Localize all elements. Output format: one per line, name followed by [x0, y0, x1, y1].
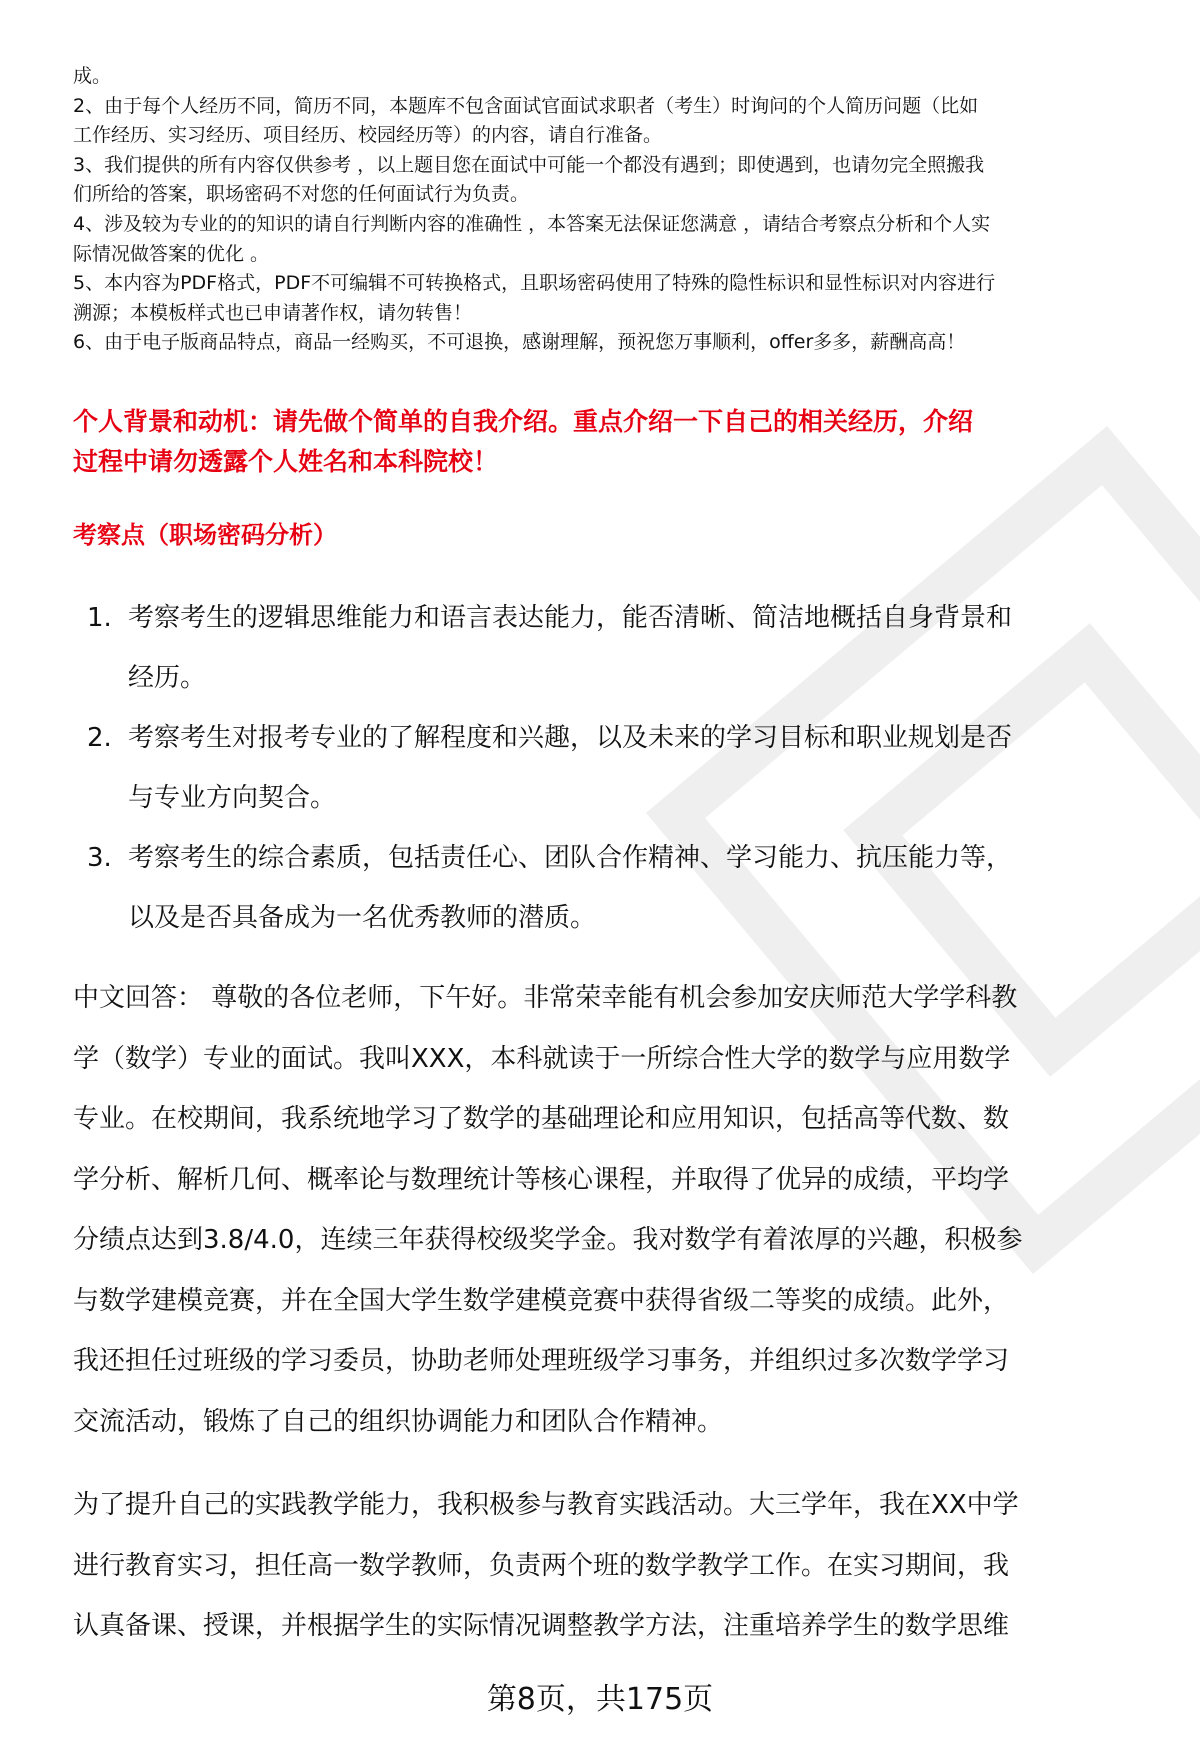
note-line: 5、本内容为PDF格式，PDF不可编辑不可转换格式，且职场密码使用了特殊的隐性标识和显性标识对内容进行 [73, 272, 996, 295]
notes-section [73, 62, 1163, 358]
key-points-title: 考察点（职场密码分析） [73, 521, 337, 549]
answer-line: 我还担任过班级的学习委员，协助老师处理班级学习事务，并组织过多次数学学习 [73, 1346, 1010, 1376]
answer-line: 学分析、解析几何、概率论与数理统计等核心课程，并取得了优异的成绩，平均学 [73, 1164, 1010, 1195]
list-item [73, 708, 1163, 828]
note-line: 际情况做答案的优化 。 [73, 242, 270, 265]
list-number: 3. [87, 843, 112, 873]
note-line: 3、我们提供的所有内容仅供参考 ，以上题目您在面试中可能一个都没有遇到；即使遇到，也请勿完全照搬我 [73, 153, 985, 176]
list-text: 考察考生对报考专业的了解程度和兴趣，以及未来的学习目标和职业规划是否 [128, 723, 1013, 753]
answer-line: 分绩点达到3.8/4.0，连续三年获得校级奖学金。我对数学有着浓厚的兴趣，积极参 [73, 1225, 1023, 1255]
list-text: 以及是否具备成为一名优秀教师的潜质。 [128, 903, 597, 933]
note-line: 6、由于电子版商品特点，商品一经购买，不可退换，感谢理解，预祝您万事顺利，offer多多，薪酬高高！ [73, 331, 966, 354]
list-text: 考察考生的综合素质，包括责任心、团队合作精神、学习能力、抗压能力等， [128, 843, 1013, 873]
question-line: 个人背景和动机：请先做个简单的自我介绍。重点介绍一下自己的相关经历，介绍 [73, 407, 974, 436]
answer-paragraph-1 [73, 968, 1163, 1452]
question-line: 过程中请勿透露个人姓名和本科院校！ [73, 447, 499, 476]
page-number: 第8页，共175页 [486, 1682, 714, 1717]
question-heading [73, 402, 1163, 482]
answer-line: 认真备课、授课，并根据学生的实际情况调整教学方法，注重培养学生的数学思维 [73, 1611, 1010, 1641]
answer-line: 学（数学）专业的面试。我叫XXX，本科就读于一所综合性大学的数学与应用数学 [73, 1043, 1011, 1074]
key-points-list [73, 588, 1163, 948]
answer-line: 交流活动，锻炼了自己的组织协调能力和团队合作精神。 [73, 1406, 724, 1437]
note-line: 2、由于每个人经历不同，简历不同，本题库不包含面试官面试求职者（考生）时询问的个人简历问题（比如 [73, 94, 979, 117]
list-text: 与专业方向契合。 [128, 783, 337, 813]
note-line: 工作经历、实习经历、项目经历、校园经历等）的内容，请自行准备。 [73, 124, 663, 147]
list-number: 1. [87, 603, 112, 633]
answer-line: 进行教育实习，担任高一数学教师，负责两个班的数学教学工作。在实习期间，我 [73, 1550, 1010, 1581]
answer-line: 为了提升自己的实践教学能力，我积极参与教育实践活动。大三学年，我在XX中学 [73, 1490, 1019, 1520]
answer-line: 与数学建模竞赛，并在全国大学生数学建模竞赛中获得省级二等奖的成绩。此外， [73, 1285, 1010, 1316]
list-item [73, 828, 1163, 948]
answer-line: 专业。在校期间，我系统地学习了数学的基础理论和应用知识，包括高等代数、数 [73, 1104, 1010, 1134]
note-line: 4、涉及较为专业的的知识的请自行判断内容的准确性 ，本答案无法保证您满意 ，请结合考察点分析和个人实 [73, 212, 991, 235]
answer-line: 中文回答： 尊敬的各位老师，下午好。非常荣幸能有机会参加安庆师范大学学科教 [73, 983, 1018, 1013]
list-item [73, 588, 1163, 708]
answer-paragraph-2 [73, 1475, 1163, 1657]
note-line: 溯源；本模板样式也已申请著作权，请勿转售！ [73, 301, 473, 324]
note-line: 成。 [73, 65, 112, 87]
note-line: 们所给的答案，职场密码不对您的任何面试行为负责。 [73, 183, 530, 206]
list-text: 经历。 [128, 663, 207, 693]
list-number: 2. [87, 723, 112, 753]
list-text: 考察考生的逻辑思维能力和语言表达能力，能否清晰、简洁地概括自身背景和 [128, 603, 1013, 633]
